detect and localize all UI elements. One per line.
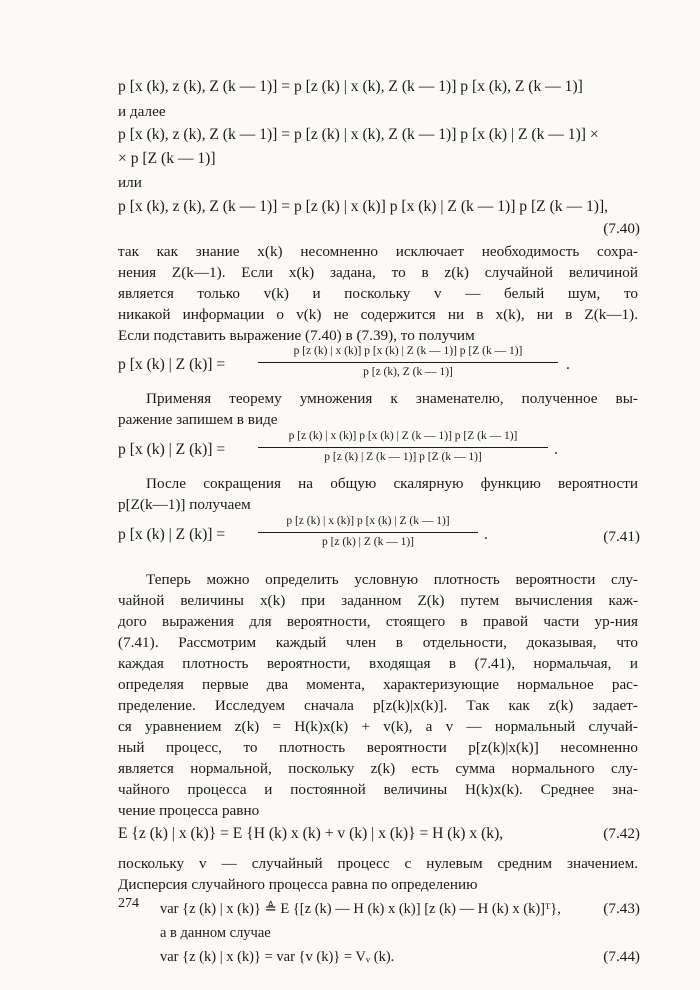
- fraction-period: .: [566, 356, 570, 373]
- paragraph-line: никакой информации о v(k) не содержится ни в x(k), ни в Z(k—1).: [118, 306, 638, 323]
- paragraph-line: чайной величины x(k) при заданном Z(k) путем вычисления каж-: [118, 592, 638, 609]
- paragraph-line: пределение. Исследуем сначала p[z(k)|x(k)]. Так как z(k) задает-: [118, 697, 638, 714]
- fraction-numerator: p [z (k) | x (k)] p [x (k) | Z (k — 1)] p [Z (k — 1)]: [293, 345, 523, 357]
- fraction-bar: [258, 532, 478, 533]
- equation-number-7-41: (7.41): [603, 528, 640, 545]
- fraction-denominator: p [z (k), Z (k — 1)]: [363, 366, 453, 378]
- paragraph-line: является только v(k) и поскольку v — белый шум, то: [118, 285, 638, 302]
- text-line: и далее: [118, 103, 166, 120]
- fraction-period: .: [554, 441, 558, 458]
- equation-7-42: E {z (k) | x (k)} = E {H (k) x (k) + v (k) | x (k)} = H (k) x (k),: [118, 825, 504, 842]
- text-line: или: [118, 174, 142, 191]
- paragraph-line: Применяя теорему умножения к знаменателю, полученное вы-: [146, 390, 638, 407]
- paragraph-line: чение процесса равно: [118, 802, 260, 819]
- paragraph-line: дого выражения для вероятности, стоящего в правой части ур-ния: [118, 613, 638, 630]
- equation-number-7-40: (7.40): [603, 220, 640, 237]
- equation-fraction-3: [118, 515, 618, 555]
- equation-number-7-42: (7.42): [603, 825, 640, 842]
- paragraph-line: Дисперсия случайного процесса равна по определению: [118, 876, 478, 893]
- paragraph-line: является нормальной, поскольку z(k) есть сумма нормального слу-: [118, 760, 638, 777]
- paragraph-line: Теперь можно определить условную плотность вероятности слу-: [146, 571, 638, 588]
- equation-number-7-43: (7.43): [603, 900, 640, 917]
- equation-joint-1: p [x (k), z (k), Z (k — 1)] = p [z (k) | x (k), Z (k — 1)] p [x (k), Z (k — 1)]: [118, 78, 583, 95]
- equation-7-44: var {z (k) | x (k)} = var {v (k)} = Vᵥ (k).: [160, 949, 395, 965]
- paragraph-line: определяя первые два момента, характеризующие нормальное рас-: [118, 676, 638, 693]
- paragraph-line: поскольку v — случайный процесс с нулевым средним значением.: [118, 855, 638, 872]
- paragraph-line: ся уравнением z(k) = H(k)x(k) + v(k), а v — нормальный случай-: [118, 718, 638, 735]
- paragraph-line: ный процесс, то плотность вероятности p[z(k)|x(k)] несомненно: [118, 739, 638, 756]
- equation-fraction-1: [118, 345, 618, 385]
- fraction-bar: [258, 362, 558, 363]
- fraction-denominator: p [z (k) | Z (k — 1)]: [321, 536, 415, 548]
- equation-7-43: var {z (k) | x (k)} ≜ E {[z (k) — H (k) x (k)] [z (k) — H (k) x (k)]ᵀ},: [160, 901, 561, 917]
- equation-number-7-44: (7.44): [603, 948, 640, 965]
- fraction-denominator: p [z (k) | Z (k — 1)] p [Z (k — 1)]: [324, 451, 482, 463]
- paragraph-line: каждая плотность вероятности, входящая в (7.41), нормальчая, и: [118, 655, 638, 672]
- fraction-numerator: p [z (k) | x (k)] p [x (k) | Z (k — 1)]: [286, 515, 450, 527]
- fraction-numerator: p [z (k) | x (k)] p [x (k) | Z (k — 1)] p [Z (k — 1)]: [288, 430, 518, 442]
- paragraph-line: (7.41). Рассмотрим каждый член в отдельности, доказывая, что: [118, 634, 638, 651]
- equation-7-40: p [x (k), z (k), Z (k — 1)] = p [z (k) | x (k)] p [x (k) | Z (k — 1)] p [Z (k — 1)],: [118, 198, 609, 215]
- paragraph-line: Если подставить выражение (7.40) в (7.39), то получим: [118, 327, 475, 344]
- paragraph-line: p[Z(k—1)] получаем: [118, 496, 251, 513]
- paragraph-line: а в данном случае: [160, 925, 271, 941]
- paragraph-line: ражение запишем в виде: [118, 411, 278, 428]
- paragraph-line: После сокращения на общую скалярную функцию вероятности: [146, 475, 638, 492]
- paragraph-line: нения Z(k—1). Если x(k) задана, то в z(k) случайной величиной: [118, 264, 638, 281]
- fraction-bar: [258, 447, 548, 448]
- fraction-period: .: [484, 526, 488, 543]
- fraction-lhs: p [x (k) | Z (k)] =: [118, 526, 226, 543]
- fraction-lhs: p [x (k) | Z (k)] =: [118, 441, 226, 458]
- equation-joint-2-cont: × p [Z (k — 1)]: [118, 150, 216, 167]
- paragraph-line: так как знание x(k) несомненно исключает необходимость сохра-: [118, 243, 638, 260]
- equation-fraction-2: [118, 430, 618, 470]
- equation-joint-2: p [x (k), z (k), Z (k — 1)] = p [z (k) | x (k), Z (k — 1)] p [x (k) | Z (k — 1)] ×: [118, 126, 599, 143]
- page-number: 274: [118, 896, 139, 911]
- paragraph-line: чайного процесса и постоянной величины H(k)x(k). Среднее зна-: [118, 781, 638, 798]
- fraction-lhs: p [x (k) | Z (k)] =: [118, 356, 226, 373]
